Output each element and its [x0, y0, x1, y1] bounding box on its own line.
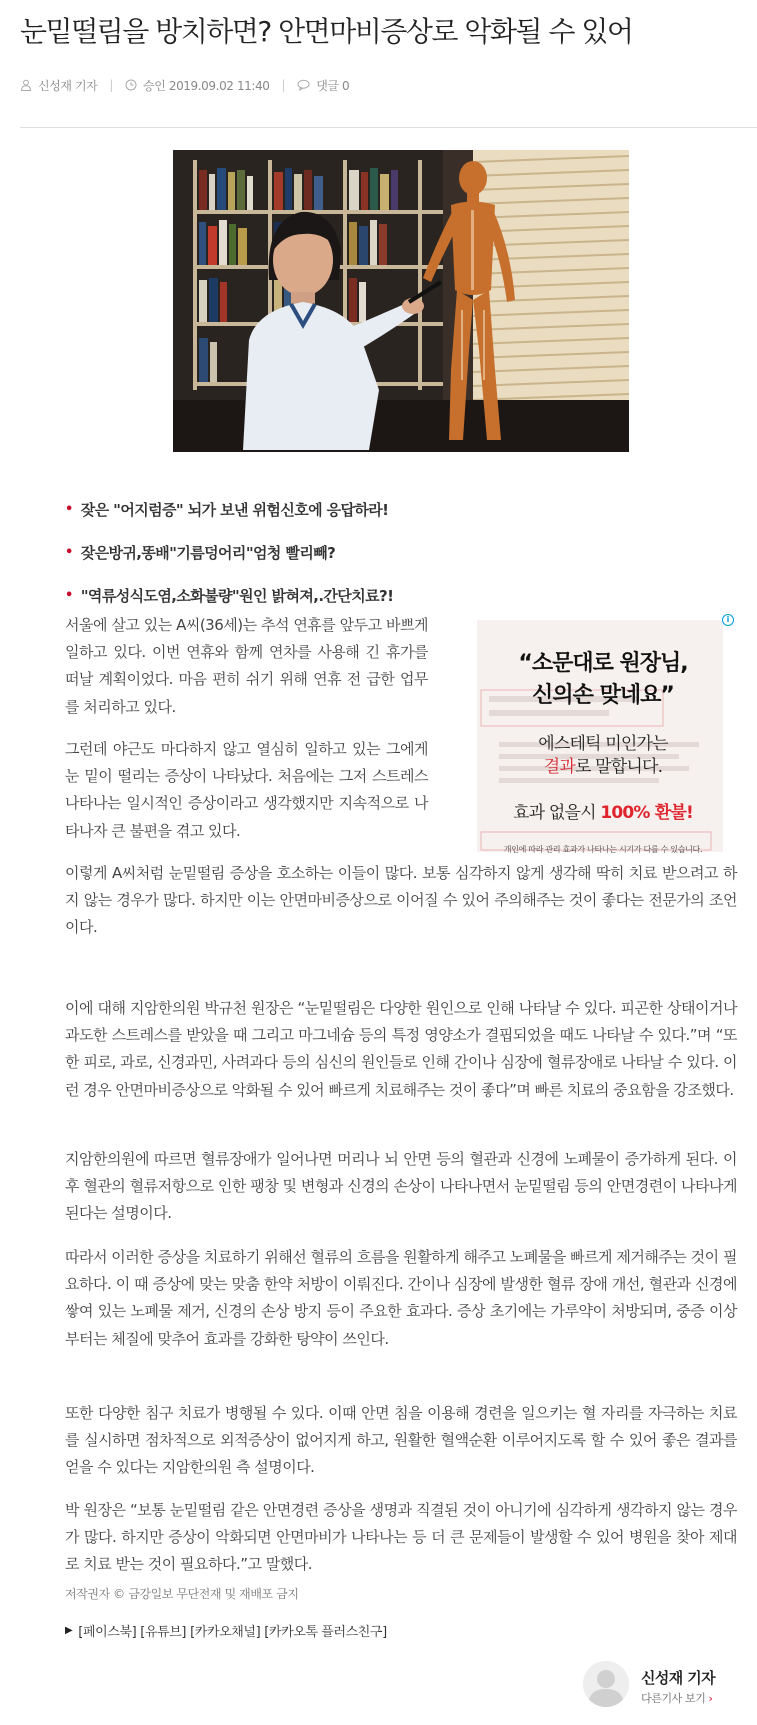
doctor-acupuncture-model-image — [173, 150, 629, 452]
ad-disclaimer: 개인에 따라 관리 효과가 나타나는 시기가 다를 수 있습니다. — [503, 845, 703, 854]
meta-approved-date: 승인 2019.09.02 11:40 — [143, 78, 270, 93]
meta-comment-count[interactable]: 댓글 0 — [316, 78, 350, 93]
related-headline-link[interactable]: 잦은 "어지럼증" 뇌가 보낸 위험신호에 응답하라! — [80, 500, 389, 519]
clock-icon — [125, 79, 137, 91]
bullet-icon: • — [65, 544, 73, 560]
article-paragraph: 이에 대해 지암한의원 박규천 원장은 “눈밑떨림은 다양한 원인으로 인해 나타날 수 있다. 피곤한 상태이거나 과도한 스트레스를 받았을 때 그리고 마그네슘 등의 특정 영양소가 결핍되었을 때도 나타날 수 있다.”며 “또한 피로, 과로, 신경과민, 사려과다 등의 심신의 원인들로 인해 간이나 심장에 혈류장애로 나타날 수 있다. 이런 경우 안면마비증상으로 악화될 수 있어 빠르게 치료해주는 것이 좋다”며 빠른 치료의 중요함을 강조했다. — [65, 999, 737, 1099]
ad-refund-highlight: 100% 환불! — [600, 803, 693, 823]
author-name: 신성재 기자 — [641, 1669, 716, 1687]
author-profile — [583, 1657, 757, 1717]
ad-quote-line: 신의손 맞네요” — [532, 683, 674, 708]
user-icon — [20, 79, 32, 91]
comment-icon — [297, 79, 310, 91]
ad-highlight-text: 결과 — [543, 757, 575, 777]
ad-info-icon[interactable]: i — [722, 614, 734, 626]
article-paragraph: 이렇게 A씨처럼 눈밑떨림 증상을 호소하는 이들이 많다. 보통 심각하지 않게 생각해 딱히 치료 받으려고 하지 않는 경우가 많다. 하지만 이는 안면마비증상으로 이어질 수 있어 주의해주는 것이 좋다는 전문가의 조언이다. — [65, 864, 737, 937]
related-headline-link[interactable]: 잦은방귀,똥배"기름덩어리"엄청 빨리빼? — [80, 543, 336, 562]
article-photo — [173, 150, 629, 452]
ad-quote-line: “소문대로 원장님, — [518, 651, 688, 676]
ad-refund-line — [469, 802, 737, 824]
kakao-channel-link[interactable]: [카카오채널] — [190, 1625, 261, 1640]
article-meta — [20, 75, 349, 95]
related-headlines — [65, 498, 715, 627]
facebook-link[interactable]: [페이스북] — [78, 1625, 137, 1640]
play-arrow-icon: ▶ — [65, 1625, 73, 1636]
ad-sub-line: 에스테틱 미인가는 — [538, 734, 668, 754]
ad-refund-prefix: 효과 없을시 — [513, 803, 601, 823]
youtube-link[interactable]: [유튜브] — [140, 1625, 187, 1640]
related-headline-link[interactable]: "역류성식도염,소화불량"원인 밝혀져,.간단치료?! — [80, 586, 394, 605]
bullet-icon: • — [65, 501, 73, 517]
meta-divider: | — [109, 78, 114, 92]
avatar-icon — [583, 1661, 629, 1707]
related-headline-item[interactable] — [65, 498, 715, 520]
article-paragraph: 서울에 살고 있는 A씨(36세)는 추석 연휴를 앞두고 바쁘게 일하고 있다. 이번 연휴와 함께 연차를 사용해 긴 휴가를 떠날 계획이었다. 마음 편히 쉬기 위해 연휴 전 급한 업무를 처리하고 있다. — [65, 616, 428, 716]
meta-author-name: 신성재 기자 — [38, 78, 98, 93]
header-divider — [20, 127, 757, 128]
article-paragraph: 또한 다양한 침구 치료가 병행될 수 있다. 이때 안면 침을 이용해 경련을 일으키는 혈 자리를 자극하는 치료를 실시하면 점차적으로 외적증상이 없어지게 하고, 원활한 혈액순환 이루어지도록 할 수 있어 좋은 결과를 얻을 수 있다는 지암한의원 측 설명이다. — [65, 1404, 737, 1477]
kakaotalk-plus-friend-link[interactable]: [카카오톡 플러스친구] — [264, 1625, 387, 1640]
article-title: 눈밑떨림을 방치하면? 안면마비증상로 악화될 수 있어 — [20, 15, 633, 48]
avatar — [583, 1661, 629, 1707]
advertisement-banner[interactable] — [469, 612, 737, 866]
related-headline-item[interactable] — [65, 541, 715, 563]
more-articles-link[interactable] — [641, 1690, 712, 1706]
chevron-right-icon: › — [708, 1692, 713, 1705]
related-headline-item[interactable] — [65, 584, 715, 606]
copyright-notice: 저작권자 © 금강일보 무단전재 및 재배포 금지 — [65, 1587, 299, 1601]
ad-sub-line — [469, 756, 737, 778]
article-paragraph: 그런데 야근도 마다하지 않고 열심히 일하고 있는 그에게 눈 밑이 떨리는 증상이 나타났다. 처음에는 그저 스트레스 나타나는 일시적인 증상이라고 생각했지만 지속적으로 나타나자 큰 불편을 겪고 있다. — [65, 740, 428, 840]
bullet-icon: • — [65, 587, 73, 603]
article-paragraph: 박 원장은 “보통 눈밑떨림 같은 안면경련 증상을 생명과 직결된 것이 아니기에 심각하게 생각하지 않는 경우가 많다. 하지만 증상이 악화되면 안면마비가 나타나는 등 더 큰 문제들이 발생할 수 있어 병원을 찾아 제대로 치료 받는 것이 필요하다.”고 말했다. — [65, 1501, 737, 1574]
article-paragraph: 지암한의원에 따르면 혈류장애가 일어나면 머리나 뇌 안면 등의 혈관과 신경에 노폐물이 증가하게 된다. 이후 혈관의 혈류저항으로 인한 팽창 및 변형과 신경의 손상이 나타나면서 눈밑떨림 등의 안면경련이 나타나게 된다는 설명이다. — [65, 1150, 737, 1223]
social-share-links — [65, 1621, 391, 1640]
article-paragraph: 따라서 이러한 증상을 치료하기 위해선 혈류의 흐름을 원활하게 해주고 노폐물을 빠르게 제거해주는 것이 필요하다. 이 때 증상에 맞는 맞춤 한약 처방이 이뤄진다. 간이나 심장에 발생한 혈류 장애 개선, 혈관과 신경에 쌓여 있는 노폐물 제거, 신경의 손상 방지 등이 주요한 효과다. 증상 초기에는 가루약이 처방되며, 중증 이상부터는 체질에 맞추어 효과를 강화한 탕약이 쓰인다. — [65, 1248, 737, 1348]
meta-author — [20, 77, 97, 94]
meta-divider: | — [281, 78, 286, 92]
more-articles-label[interactable]: 다른기사 보기 — [641, 1692, 706, 1705]
meta-comments[interactable] — [297, 77, 349, 94]
meta-approved — [125, 77, 270, 94]
ad-sub-text: 로 말합니다. — [574, 757, 663, 777]
